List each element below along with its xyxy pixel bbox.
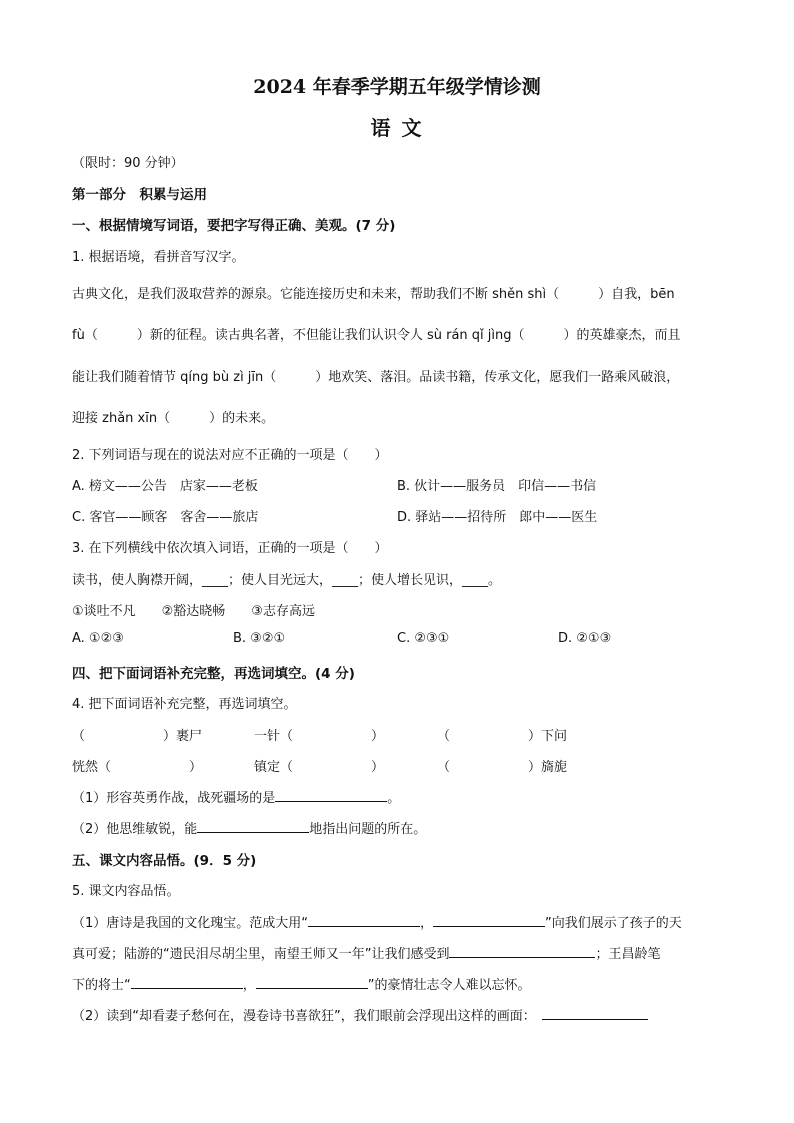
question-3-option-b: B. ③②① <box>233 631 286 646</box>
idiom-3: （ ）下问 <box>437 729 568 744</box>
document-title: 2024 年春季学期五年级学情诊测 <box>253 76 541 98</box>
answer-blank[interactable] <box>131 974 243 989</box>
question-2-option-c: C. 客官——顾客 客舍——旅店 <box>72 510 259 525</box>
question-4-stem: 4. 把下面词语补充完整，再选词填空。 <box>72 697 297 712</box>
question-5-line-4: （2）读到“却看妻子愁何在，漫卷诗书喜欲狂”，我们眼前会浮现出这样的画面： <box>72 1005 648 1024</box>
question-5-line-3: 下的将士“ ， ”的豪情壮志令人难以忘怀。 <box>72 974 531 993</box>
question-1-line-3: 能让我们随着情节 qíng bù zì jīn（ ）地欢笑、落泪。品读书籍，传承文化，愿我们一路乘风破浪， <box>72 370 680 385</box>
answer-blank[interactable] <box>449 943 595 958</box>
question-5-stem: 5. 课文内容品悟。 <box>72 884 180 899</box>
answer-blank[interactable] <box>197 818 309 833</box>
question-2-stem: 2. 下列词语与现在的说法对应不正确的一项是（ ） <box>72 448 388 463</box>
question-3-option-a: A. ①②③ <box>72 631 124 646</box>
section-5-heading: 五、课文内容品悟。(9．5 分) <box>72 853 257 869</box>
part-heading: 第一部分 积累与运用 <box>72 187 207 203</box>
answer-blank[interactable] <box>542 1005 648 1020</box>
answer-blank[interactable] <box>433 912 545 927</box>
question-1-line-1: 古典文化，是我们汲取营养的源泉。它能连接历史和未来，帮助我们不断 shěn shì（ ）自我，bēn <box>72 287 675 302</box>
idiom-5: 镇定（ ） <box>254 760 385 775</box>
question-2-option-d: D. 驿站——招待所 郎中——医生 <box>397 510 598 525</box>
idiom-6: （ ）旖旎 <box>437 760 568 775</box>
time-limit: （限时：90 分钟） <box>72 156 184 171</box>
idiom-2: 一针（ ） <box>254 729 385 744</box>
question-4-sub-1: （1）形容英勇作战，战死疆场的是 。 <box>72 787 400 806</box>
subject-title: 语 文 <box>370 116 424 140</box>
answer-blank[interactable] <box>275 787 387 802</box>
question-1-line-2: fù（ ）新的征程。读古典名著，不但能让我们认识令人 sù rán qǐ jìng（ ）的英雄豪杰，而且 <box>72 328 681 343</box>
answer-blank[interactable] <box>256 974 368 989</box>
question-4-sub-2: （2）他思维敏锐，能 地指出问题的所在。 <box>72 818 426 837</box>
question-3-option-c: C. ②③① <box>397 631 450 646</box>
question-1-stem: 1. 根据语境，看拼音写汉字。 <box>72 250 245 265</box>
idiom-4: 恍然（ ） <box>72 760 203 775</box>
question-5-line-1: （1）唐诗是我国的文化瑰宝。范成大用“ ， ”向我们展示了孩子的天 <box>72 912 682 931</box>
question-5-line-2: 真可爱；陆游的“遗民泪尽胡尘里，南望王师又一年”让我们感受到 ；王昌龄笔 <box>72 943 661 962</box>
section-4-heading: 四、把下面词语补充完整，再选词填空。(4 分) <box>72 666 355 682</box>
question-3-stem: 3. 在下列横线中依次填入词语，正确的一项是（ ） <box>72 541 388 556</box>
question-1-line-4: 迎接 zhǎn xīn（ ）的未来。 <box>72 411 275 426</box>
question-3-sentence: 读书，使人胸襟开阔，____；使人目光远大，____；使人增长见识，____。 <box>72 573 502 588</box>
answer-blank[interactable] <box>308 912 420 927</box>
question-3-option-d: D. ②①③ <box>558 631 612 646</box>
question-2-option-a: A. 榜文——公告 店家——老板 <box>72 479 258 494</box>
idiom-1: （ ）裹尸 <box>72 729 203 744</box>
question-3-choices: ①谈吐不凡 ②豁达晓畅 ③志存高远 <box>72 604 315 619</box>
section-1-heading: 一、根据情境写词语，要把字写得正确、美观。(7 分) <box>72 218 396 234</box>
question-2-option-b: B. 伙计——服务员 印信——书信 <box>397 479 597 494</box>
